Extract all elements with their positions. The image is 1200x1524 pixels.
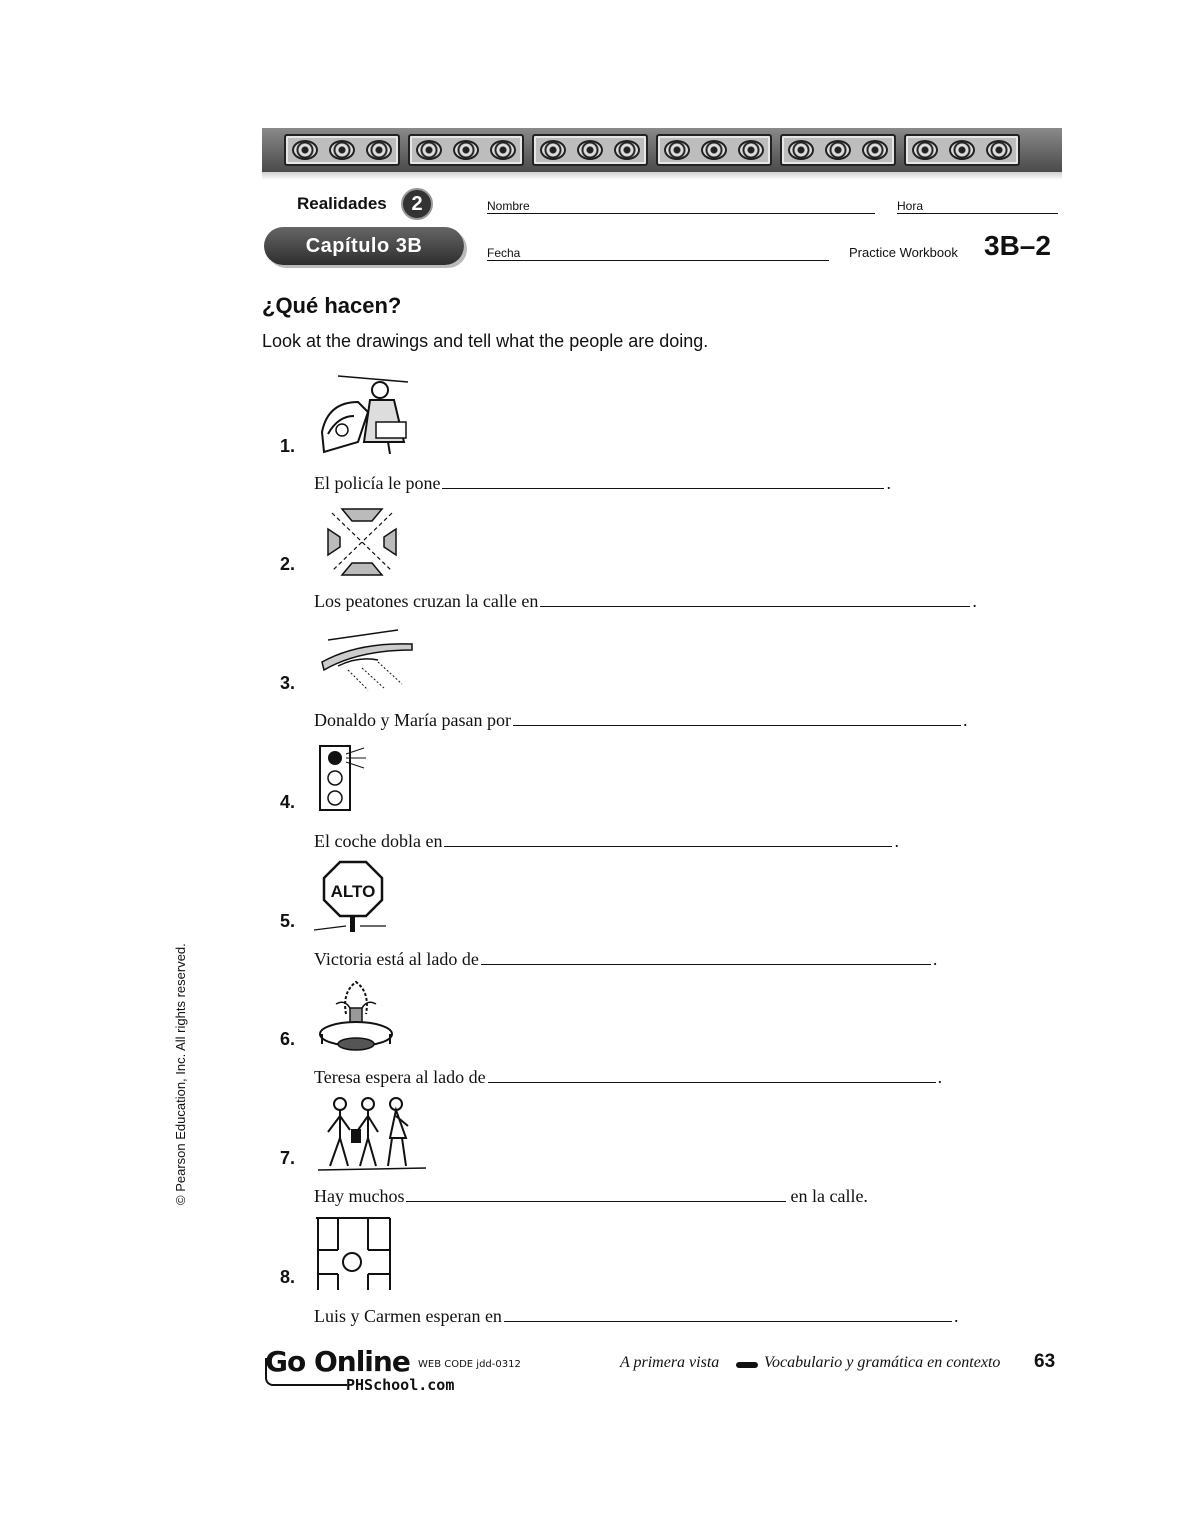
page-number: 63 (1034, 1351, 1056, 1372)
answer-blank[interactable] (442, 476, 884, 489)
item-text: Teresa espera al lado de (314, 1067, 486, 1087)
copyright-notice: © Pearson Education, Inc. All rights reserved. (173, 943, 188, 1205)
swirl-motif-icon (408, 134, 524, 166)
stop-sign-icon (312, 858, 390, 936)
intersection-icon (312, 1214, 394, 1294)
bridge-icon (318, 626, 414, 696)
activity-title: ¿Qué hacen? (262, 293, 402, 318)
phschool-link[interactable]: PHSchool.com (346, 1376, 455, 1394)
swirl-motif-icon (904, 134, 1020, 166)
activity-instructions: Look at the drawings and tell what the people are doing. (262, 331, 709, 351)
item-prompt (314, 1306, 958, 1327)
item-prompt (314, 1067, 942, 1088)
item-ending: . (894, 831, 899, 851)
chapter-label: Capítulo 3B (264, 227, 464, 265)
item-prompt (314, 949, 937, 970)
hora-field[interactable] (897, 213, 1058, 214)
fountain-icon (316, 978, 396, 1060)
item-text: Los peatones cruzan la calle en (314, 591, 539, 611)
pedestrians-icon (316, 1094, 428, 1174)
item-ending: . (962, 710, 968, 730)
item-number: 6. (280, 1029, 296, 1049)
answer-blank[interactable] (513, 713, 961, 726)
item-number: 8. (280, 1267, 296, 1287)
item-text: Luis y Carmen esperan en (314, 1306, 502, 1326)
section-label-left: A primera vista (620, 1354, 720, 1371)
item-ending: . (937, 1067, 943, 1087)
item-number: 2. (280, 554, 296, 574)
footer-separator (736, 1362, 758, 1368)
answer-blank[interactable] (406, 1189, 786, 1202)
swirl-motif-icon (780, 134, 896, 166)
section-label-right: Vocabulario y gramática en contexto (764, 1354, 1001, 1371)
traffic-light-icon (316, 742, 370, 814)
answer-blank[interactable] (540, 594, 970, 607)
answer-blank[interactable] (504, 1309, 952, 1322)
fecha-field[interactable] (487, 260, 829, 261)
police-officer-ticket-icon (318, 372, 414, 456)
swirl-motif-icon (284, 134, 400, 166)
svg-text:ALTO: ALTO (330, 882, 376, 901)
crosswalk-icon (322, 503, 402, 581)
item-prompt (314, 831, 899, 852)
item-ending: en la calle. (790, 1186, 868, 1206)
item-number: 4. (280, 792, 296, 812)
item-prompt (314, 473, 891, 494)
banner-shadow (262, 172, 1062, 180)
item-number: 5. (280, 911, 296, 931)
item-text: Hay muchos (314, 1186, 405, 1206)
web-code: WEB CODE jdd-0312 (418, 1359, 521, 1370)
item-text: El policía le pone (314, 473, 441, 493)
series-label: Realidades (297, 194, 387, 213)
answer-blank[interactable] (444, 834, 892, 847)
workbook-code: 3B–2 (984, 230, 1051, 261)
fecha-label: Fecha (487, 246, 521, 260)
item-number: 1. (280, 436, 296, 456)
level-badge: 2 (401, 188, 433, 220)
item-number: 7. (280, 1148, 296, 1168)
nombre-label: Nombre (487, 199, 530, 213)
item-text: Victoria está al lado de (314, 949, 479, 969)
item-ending: . (886, 473, 891, 493)
item-prompt (314, 710, 967, 731)
answer-blank[interactable] (488, 1070, 936, 1083)
item-ending: . (932, 949, 938, 969)
item-prompt (314, 591, 977, 612)
swirl-motif-icon (532, 134, 648, 166)
item-number: 3. (280, 673, 296, 693)
header-banner (262, 128, 1062, 172)
item-prompt (314, 1186, 868, 1207)
item-text: El coche dobla en (314, 831, 443, 851)
answer-blank[interactable] (481, 952, 931, 965)
item-ending: . (972, 591, 977, 611)
item-text: Donaldo y María pasan por (314, 710, 511, 730)
nombre-field[interactable] (487, 213, 875, 214)
workbook-label: Practice Workbook (849, 245, 958, 260)
swirl-motif-icon (656, 134, 772, 166)
item-ending: . (953, 1306, 959, 1326)
go-online-logo[interactable]: Go Online (265, 1345, 410, 1378)
hora-label: Hora (897, 199, 924, 213)
